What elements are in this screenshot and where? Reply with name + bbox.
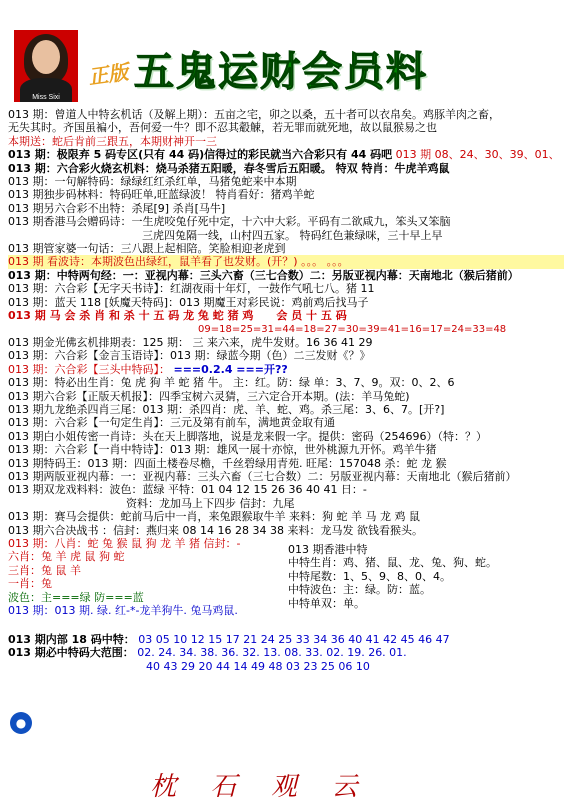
text-line-row [8, 633, 564, 646]
text-line: 三虎四兔隔一线，山村四五家。 特码红色兼绿咪，三十早上早 [142, 228, 443, 242]
hk-box-single: 中特单双：单。 [288, 596, 365, 610]
hk-special-box [288, 543, 558, 610]
text-line: ===0.2.4 ===开?? [173, 362, 288, 376]
text-line: 波色：主===绿 防===蓝 [8, 590, 144, 604]
text-line: 013 期：曾道人中特玄机话（及解上期）：五亩之宅，卯之以桑，五十者可以衣帛矣。鸡豚羊肉之畜， [8, 108, 500, 121]
text-line: 013 期特码王：013 期：四面土楼卷尽檐，千丝碧绿用青苑. 旺尾：157048 杀：蛇 龙 猴 [8, 456, 447, 470]
header-banner [0, 0, 573, 108]
text-line: 六肖：兔 羊 虎 鼠 狗 蛇 [8, 550, 125, 564]
text-line: 013 期 08、24、30、39、01、 [395, 148, 560, 162]
zhengban-logo: 正版 [87, 61, 130, 90]
text-line: 013 期独步码林料：特码旺单,旺蓝绿波！ 特肖看好：猪鸡羊蛇 [8, 188, 315, 202]
text-line: 013 期：极限弃 5 码专区(只有 44 码)信得过的彩民就当六合彩只有 44 码吧 [8, 148, 393, 162]
text-line: 013 期另六合彩不出特：杀尾[9] 杀肖[马牛] [8, 201, 226, 215]
text-line: 013 期：六合彩【一肖中特诗】：013 期：雄风一展十亦惊，世外桃源九开怀。鸡羊牛猪 [8, 443, 437, 457]
text-line-row [8, 309, 564, 322]
photo-face [32, 40, 60, 74]
text-line: 三肖：兔 鼠 羊 [8, 563, 81, 577]
text-line: 013 期内部 18 码中特： [8, 633, 135, 646]
text-line: 013 期双龙戏料料：波色：蓝绿 平特：01 04 12 15 26 36 40 41 日：- [8, 483, 367, 497]
text-line: 013 期香港马会赠码诗：一生虎咬兔仔死中定，十六中大彩。平码有二欲咸九，笨头又笨脑 [8, 215, 451, 229]
text-line: 013 期 马 会 杀 肖 和 杀 十 五 码 龙 兔 蛇 猪 鸡 [8, 309, 254, 323]
text-line: 013 期：特必出生肖：兔 虎 狗 羊 蛇 猪 牛。 主：红。防：绿 单：3、7、9。双：0、2、6 [8, 376, 455, 390]
text-line-row [8, 646, 564, 659]
text-line: 013 期：六合彩【无字天书诗】：红湖夜雨十年灯，一鼓作气吼七八。猪 11 [8, 282, 375, 296]
text-line: 013 期：013 期. 绿. 红-*-龙羊狗牛. 兔马鸡鼠. [8, 604, 238, 618]
text-line: 013 期两版亚视内幕：一：亚视内幕：三头六畜（三七合数）二：另版亚视内幕：天南地北（猴后猪前） [8, 469, 517, 483]
text-line: 013 期：八肖：蛇 兔 猴 鼠 狗 龙 羊 猪 信封：- [8, 537, 241, 550]
text-line: 09=18=25=31=44=18=27=30=39=41=16=17=24=33=48 [198, 323, 507, 335]
text-line: 013 期金光佛玄机排期表：125 期： 三 来六来，虎牛发财。16 36 41 29 [8, 335, 373, 349]
text-line: 013 期必中特码大范围： [8, 646, 134, 660]
text-line: 013 期六合彩【正版天机报】：四季宝树六灵猜，三六定合开本期。(法：羊马兔蛇) [8, 389, 410, 403]
text-line: 013 期九龙绝杀四肖三尾：013 期：杀四肖：虎、羊、蛇、鸡。杀三尾：3、6、7。[开?] [8, 402, 445, 416]
text-line: 013 期：六合彩火烧玄机料：烧马杀猪五阳暖，春冬雪后五阳暖。 特双 特肖：牛虎羊鸡鼠 [8, 161, 450, 175]
text-line: 013 期管家婆一句话：三八跟上起相陪。笑脸相迎老虎到 [8, 242, 286, 256]
hk-box-tail: 中特尾数：1、5、9、8、0、4。 [288, 569, 451, 583]
badge-icon: ● [10, 712, 32, 734]
photo-caption: Miss Sixi [32, 94, 60, 101]
text-line-row [8, 363, 564, 376]
prediction-left [8, 537, 283, 617]
text-line: 会 员 十 五 码 [276, 309, 347, 323]
text-line: 无失其时。齐国虽褊小，吾何爱一牛？即不忍其觳觫，若无罪而就死地，故以鼠猴易之也 [8, 121, 437, 135]
text-line-row [8, 148, 564, 161]
text-line: 013 期六合决战书 ：信封：燕归来 08 14 16 28 34 38 来料：龙马发 欲钱看猴头。 [8, 523, 423, 537]
text-line: 013 期：一句解特码：绿绿红红杀红单，马猪兔蛇来中本期 [8, 175, 297, 189]
prediction-split [8, 537, 564, 633]
text-line: 本期送：蛇后肯前三跟五，本期财神开一三 [8, 134, 217, 148]
text-line: 013 期：六合彩【三头中特码】： [8, 362, 170, 376]
page-title: 五鬼运财会员料 [134, 49, 428, 95]
footer-calligraphy: 枕 石 观 云 [150, 772, 372, 801]
text-line: 013 期白小姐传密一肖诗：头在天上脚落地，说是龙来假一字。提供：密码（254696）（特：？） [8, 429, 487, 443]
text-line: 02. 24. 34. 38. 36. 32. 13. 08. 33. 02. 19. 26. 01. [137, 646, 407, 660]
content-area [8, 108, 564, 673]
text-line: 013 期：蓝天 118 [妖魔天特码]：013 期魔王对彩民说：鸡前鸡后找马子 [8, 295, 369, 309]
hk-box-wave: 中特波色：主：绿。防：蓝。 [288, 583, 431, 597]
text-line: 013 期 看波诗：本期波色出绿红，鼠羊看了也发财。(开？) 。。。 。。。 [8, 255, 564, 268]
text-line: 013 期：中特两句经：一：亚视内幕：三头六畜（三七合数）二：另版亚视内幕：天南地北（猴后猪前） [8, 268, 519, 282]
host-photo [14, 30, 78, 102]
hk-box-zodiac: 中特生肖：鸡、猪、鼠、龙、兔、狗、蛇。 [288, 556, 497, 570]
text-line: 资料：龙加马上下四步 信封：九尾 [126, 496, 295, 510]
text-line: 013 期：赛马会提供：蛇前马后中一肖，来兔跟猴取牛羊 来料：狗 蛇 羊 马 龙 鸡 鼠 [8, 510, 420, 524]
hk-box-title: 013 期香港中特 [288, 543, 368, 556]
text-line: 一肖：兔 [8, 577, 52, 591]
text-line: 40 43 29 20 44 14 49 48 03 23 25 06 10 [146, 659, 370, 673]
text-line: 013 期：六合彩【金言玉语诗】：013 期：绿蓝今期（色）二三发财《？》 [8, 349, 371, 363]
text-line: 013 期：六合彩【一句定生肖】：三元及第有前车，满地黄金取有通 [8, 416, 335, 430]
text-line: 03 05 10 12 15 17 21 24 25 33 34 36 40 41 42 45 46 47 [138, 633, 450, 646]
